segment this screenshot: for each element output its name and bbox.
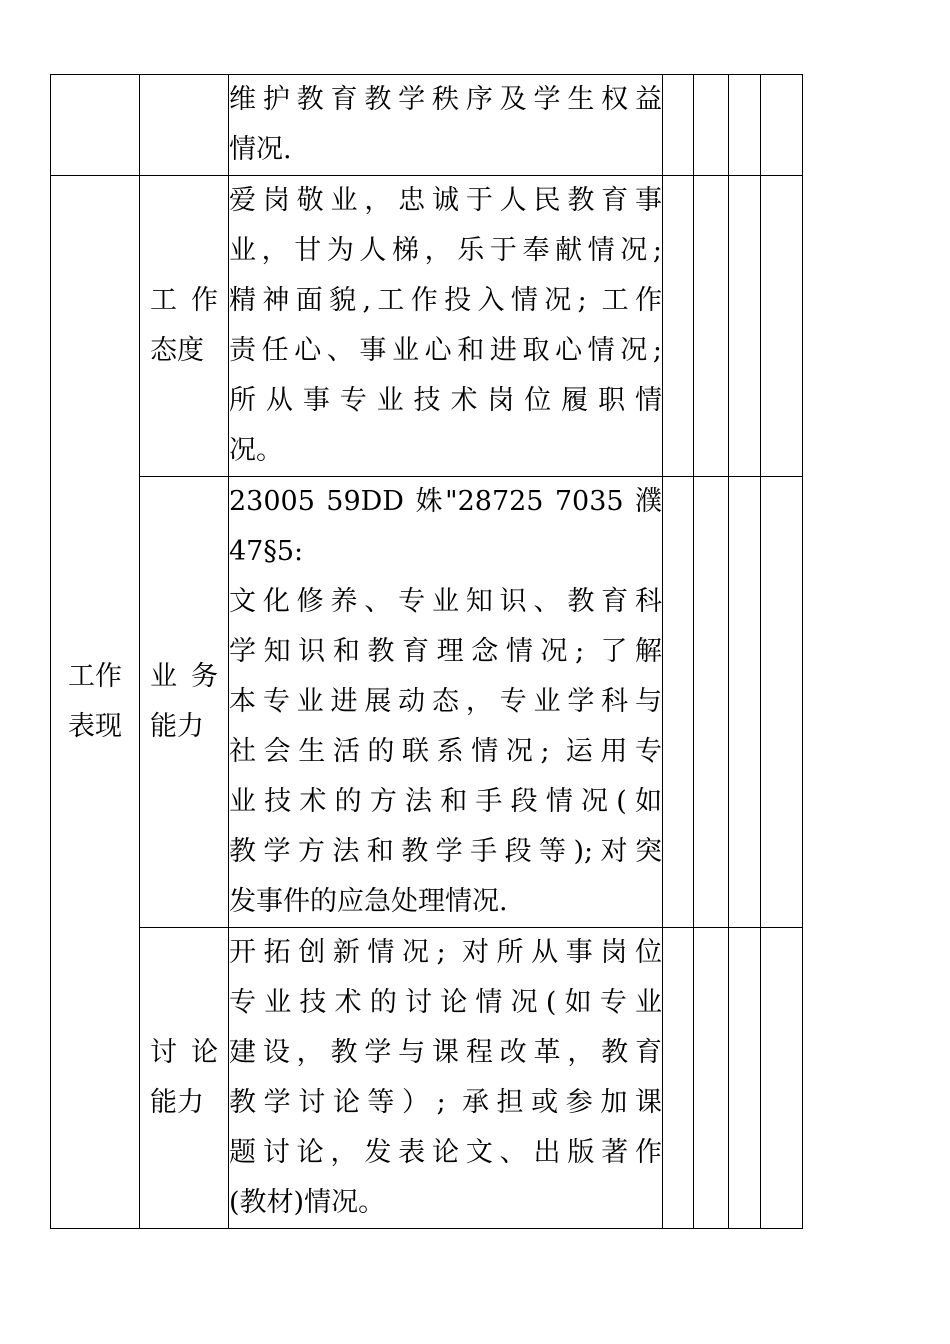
criteria-line: 所从事专业技术岗位履职情 — [229, 385, 662, 416]
score-cell — [663, 75, 694, 176]
criteria-line: 精神面貌,工作投入情况; 工作 — [229, 285, 662, 316]
criteria-cell — [229, 477, 663, 928]
table-row — [51, 176, 803, 477]
score-cell — [729, 477, 761, 928]
table-row — [51, 477, 803, 928]
subcategory-label: 态度 — [150, 335, 204, 366]
score-cell — [729, 75, 761, 176]
subcategory-label: 讨 论 — [150, 1037, 218, 1068]
criteria-line: 专业技术的讨论情况(如专业 — [229, 987, 662, 1018]
criteria-line: 文化修养、专业知识、教育科 — [229, 586, 662, 617]
criteria-line: 学知识和教育理念情况; 了解 — [229, 636, 662, 667]
criteria-cell — [229, 928, 663, 1229]
subcategory-label: 能力 — [150, 711, 204, 742]
score-cell — [761, 477, 803, 928]
score-cell — [761, 176, 803, 477]
criteria-line: 责任心、事业心和进取心情况; — [229, 335, 662, 366]
criteria-line: 维护教育教学秩序及学生权益 — [229, 84, 662, 115]
subcategory-cell — [140, 176, 229, 477]
criteria-line: 教学方法和教学手段等);对突 — [229, 836, 662, 867]
criteria-line: 发事件的应急处理情况. — [229, 886, 508, 917]
criteria-line: 情况. — [229, 134, 292, 165]
criteria-line: 建设，教学与课程改革，教育 — [229, 1037, 662, 1068]
subcategory-label: 能力 — [150, 1087, 204, 1118]
subcategory-label: 业 务 — [150, 661, 218, 692]
criteria-cell — [229, 176, 663, 477]
criteria-line: 社会生活的联系情况; 运用专 — [229, 736, 662, 767]
score-cell — [761, 928, 803, 1229]
criteria-line: (教材)情况。 — [229, 1187, 386, 1218]
criteria-line: 业，甘为人梯，乐于奉献情况; — [229, 235, 662, 266]
score-cell — [761, 75, 803, 176]
subcategory-cell — [140, 477, 229, 928]
table-row — [51, 928, 803, 1229]
score-cell — [663, 928, 694, 1229]
subcategory-cell — [140, 75, 229, 176]
category-cell — [51, 75, 140, 176]
subcategory-label: 工 作 — [150, 285, 218, 316]
criteria-line: 23005 59DD 姝"28725 7035 濮 — [229, 486, 662, 517]
criteria-line: 况。 — [229, 435, 283, 466]
score-cell — [729, 928, 761, 1229]
score-cell — [694, 928, 729, 1229]
evaluation-table — [50, 74, 803, 1229]
score-cell — [663, 477, 694, 928]
score-cell — [729, 176, 761, 477]
criteria-line: 教学讨论等）; 承担或参加课 — [229, 1087, 662, 1118]
criteria-line: 题讨论，发表论文、出版著作 — [229, 1137, 662, 1168]
category-label: 表现 — [68, 711, 122, 742]
score-cell — [694, 75, 729, 176]
table-row — [51, 75, 803, 176]
criteria-line: 业技术的方法和手段情况(如 — [229, 786, 662, 817]
category-label: 工作 — [68, 661, 122, 692]
score-cell — [663, 176, 694, 477]
criteria-line: 爱岗敬业，忠诚于人民教育事 — [229, 185, 662, 216]
criteria-cell — [229, 75, 663, 176]
criteria-line: 开拓创新情况; 对所从事岗位 — [229, 937, 662, 968]
criteria-line: 本专业进展动态，专业学科与 — [229, 686, 662, 717]
subcategory-cell — [140, 928, 229, 1229]
score-cell — [694, 176, 729, 477]
criteria-line: 47§5: — [229, 536, 304, 567]
category-cell — [51, 176, 140, 1229]
score-cell — [694, 477, 729, 928]
